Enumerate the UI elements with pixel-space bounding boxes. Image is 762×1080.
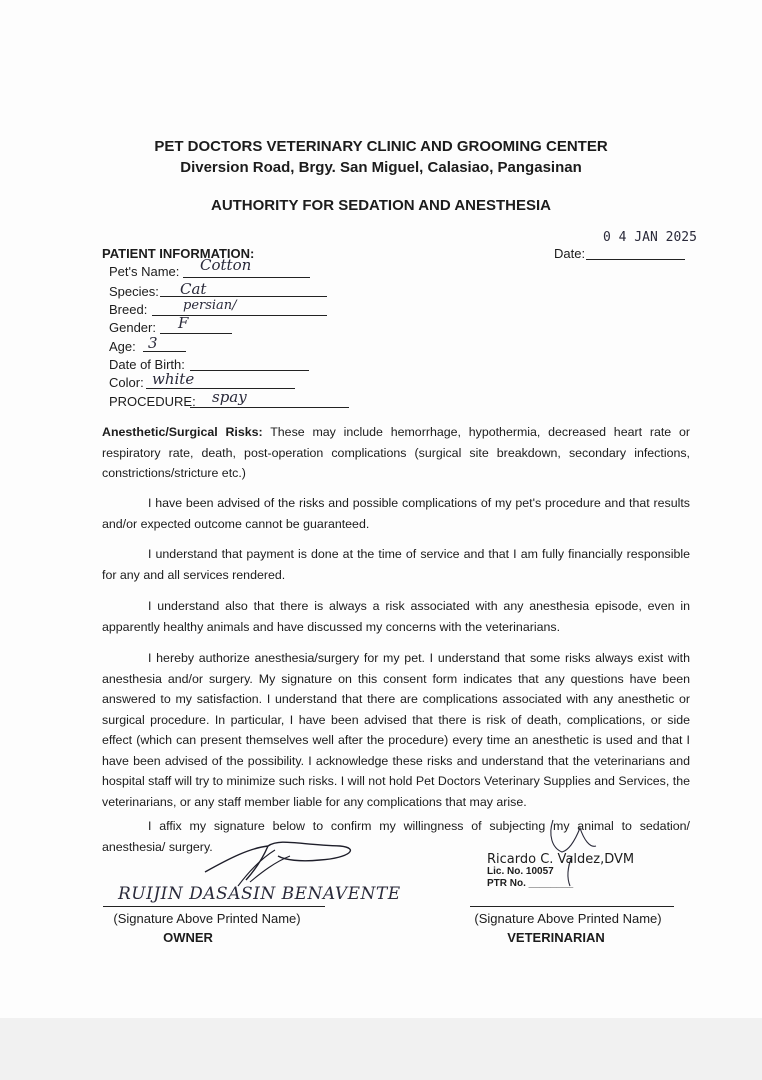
date-line [586,259,685,260]
consent-paragraph-3 [102,596,690,637]
dob-line [190,370,309,371]
age-label: Age: [109,339,136,354]
form-title: AUTHORITY FOR SEDATION AND ANESTHESIA [210,197,551,214]
risks-text: These may include hemorrhage, hypothermia, decreased heart rate or respiratory rate, death, post-operation complications (surgical site breakdown, secondary infections, constrictions/stricture etc.) [102,425,690,480]
patient-info-heading: PATIENT INFORMATION: [102,246,255,261]
clinic-name: PET DOCTORS VETERINARY CLINIC AND GROOMING CENTER [154,138,608,155]
dob-label: Date of Birth: [109,357,185,372]
procedure-value: spay [212,388,247,406]
gender-line [160,333,232,334]
risks-heading: Anesthetic/Surgical Risks: [102,425,263,439]
consent-text-1: I have been advised of the risks and possible complications of my pet's procedure and that results and/or expected outcome cannot be guaranteed. [102,496,690,531]
gender-value: F [178,314,189,332]
age-value: 3 [148,334,158,352]
vet-stamp-name: Ricardo C. Valdez,DVM [487,852,635,867]
owner-printed-name: RUIJIN DASASIN BENAVENTE [118,884,401,904]
date-stamp: 0 4 JAN 2025 [603,230,697,245]
consent-paragraph-2 [102,544,690,585]
species-value: Cat [180,280,207,298]
consent-paragraph-1 [102,493,690,534]
vet-ptr: PTR No. ________ [487,878,574,889]
vet-license: Lic. No. 10057 [487,866,554,877]
pet-name-value: Cotton [200,256,252,274]
risks-paragraph [102,422,690,484]
owner-role: OWNER [163,930,213,945]
procedure-line [190,407,349,408]
owner-signature-line [103,906,325,907]
consent-text-5: I affix my signature below to confirm my willingness of subjecting my animal to sedation/ anesthesia/ surgery. [102,819,690,854]
species-label: Species: [109,284,159,299]
consent-text-2: I understand that payment is done at the time of service and that I am fully financially responsible for any and all services rendered. [102,547,690,582]
scan-background-strip [0,1018,762,1080]
consent-paragraph-5 [102,816,690,857]
vet-signature-line [470,906,674,907]
consent-text-4: I hereby authorize anesthesia/surgery for my pet. I understand that some risks always exist with anesthesia and/or surgery. My signature on this consent form indicates that any questions have been answered to my satisfaction. I understand that there are complications associated with any anesthetic or surgical procedure. In particular, I have been advised that there is risk of death, complications, or side effect (which can present themselves well after the procedure) every time an anesthetic is used and that I have been advised of the possibility. I acknowledge these risks and understand that the veterinarians and hospital staff will try to minimize such risks. I will not hold Pet Doctors Veterinary Supplies and Services, the veterinarians, or any staff member liable for any complications that may arise. [102,651,690,809]
color-label: Color: [109,375,144,390]
color-value: white [152,370,195,388]
clinic-address: Diversion Road, Brgy. San Miguel, Calasiao, Pangasinan [180,159,582,176]
consent-text-3: I understand also that there is always a risk associated with any anesthesia episode, even in apparently healthy animals and have discussed my concerns with the veterinarians. [102,599,690,634]
pet-name-line [183,277,310,278]
procedure-label: PROCEDURE: [109,394,196,409]
gender-label: Gender: [109,320,156,335]
vet-signature-caption: (Signature Above Printed Name) [474,911,662,926]
date-label: Date: [554,246,586,261]
consent-paragraph-4 [102,648,690,812]
breed-value: persian/ [183,298,237,313]
vet-role: VETERINARIAN [507,930,605,945]
owner-signature-caption: (Signature Above Printed Name) [113,911,301,926]
breed-label: Breed: [109,302,148,317]
pet-name-label: Pet's Name: [109,264,180,279]
